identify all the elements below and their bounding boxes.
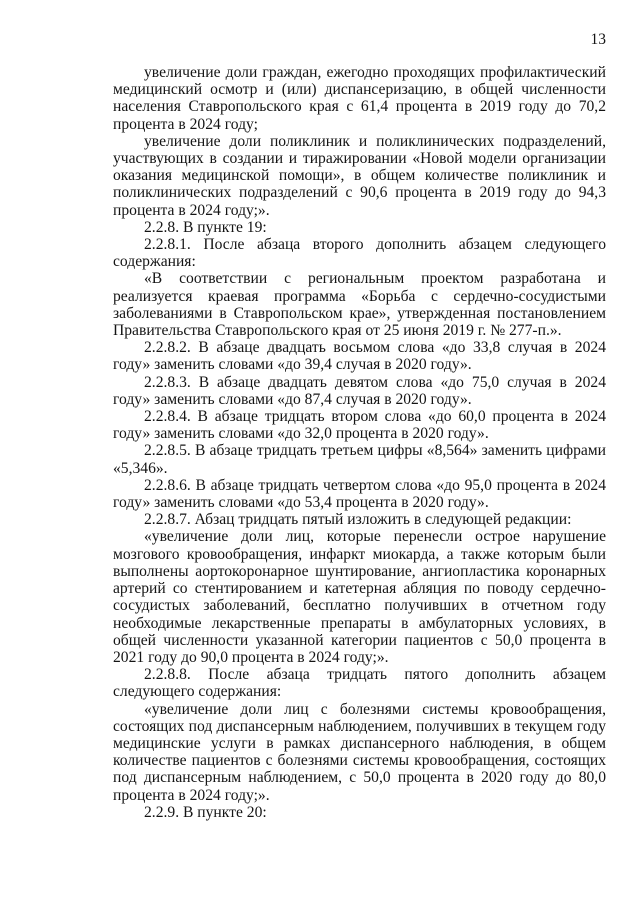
paragraph: «увеличение доли лиц с болезнями системы кровообращения, состоящих под диспансерным наблюдением, получивших в текущем году медицинские услуги в рамках диспансерного наблюдения, в общем количестве пациентов с болезнями системы кровообращения, состоящих под диспансерным наблюдением, с 50,0 процента в 2020 году до 80,0 процента в 2024 году;». bbox=[113, 700, 606, 804]
paragraph: увеличение доли граждан, ежегодно проходящих профилактический медицинский осмотр и (или) диспансеризацию, в общей численности населения Ставропольского края с 61,4 процента в 2019 году до 70,2 процента в 2024 году; bbox=[113, 64, 606, 133]
paragraph: «увеличение доли лиц, которые перенесли острое нарушение мозгового кровообращения, инфаркт миокарда, а также которым были выполнены аортокоронарное шунтирование, ангиопластика коронарных артерий со стентированием и катетерная абляция по поводу сердечно-сосудистых заболеваний, бесплатно получивших в отчетном году необходимые лекарственные препараты в амбулаторных условиях, в общей численности указанной категории пациентов с 50,0 процента в 2021 году до 90,0 процента в 2024 году;». bbox=[113, 528, 606, 666]
paragraph: 2.2.8.5. В абзаце тридцать третьем цифры «8,564» заменить цифрами «5,346». bbox=[113, 442, 606, 477]
paragraph: 2.2.8.1. После абзаца второго дополнить абзацем следующего содержания: bbox=[113, 236, 606, 271]
paragraph: 2.2.8.3. В абзаце двадцать девятом слова «до 75,0 случая в 2024 году» заменить словами «до 87,4 случая в 2020 году». bbox=[113, 373, 606, 408]
paragraph: 2.2.8.6. В абзаце тридцать четвертом слова «до 95,0 процента в 2024 году» заменить словами «до 53,4 процента в 2020 году». bbox=[113, 476, 606, 512]
document-body bbox=[113, 64, 606, 821]
paragraph: 2.2.8.4. В абзаце тридцать втором слова «до 60,0 процента в 2024 году» заменить словами «до 32,0 процента в 2020 году». bbox=[113, 408, 606, 443]
paragraph: 2.2.9. В пункте 20: bbox=[144, 803, 267, 821]
page-number: 13 bbox=[590, 31, 606, 48]
paragraph: 2.2.8.7. Абзац тридцать пятый изложить в следующей редакции: bbox=[144, 511, 572, 529]
paragraph: «В соответствии с региональным проектом разработана и реализуется краевая программа «Борьба с сердечно-сосудистыми заболеваниями в Ставропольском крае», утвержденная постановлением Правительства Ставропольского края от 25 июня 2019 г. № 277-п.». bbox=[113, 270, 606, 340]
paragraph: 2.2.8.8. После абзаца тридцать пятого дополнить абзацем следующего содержания: bbox=[113, 666, 606, 701]
paragraph: увеличение доли поликлиник и поликлинических подразделений, участвующих в создании и тиражировании «Новой модели организации оказания медицинской помощи», в общем количестве поликлиник и поликлинических подразделений с 90,6 процента в 2019 году до 94,3 процента в 2024 году;». bbox=[113, 132, 606, 219]
paragraph: 2.2.8. В пункте 19: bbox=[144, 218, 267, 236]
paragraph: 2.2.8.2. В абзаце двадцать восьмом слова «до 33,8 случая в 2024 году» заменить словами «до 39,4 случая в 2020 году». bbox=[113, 339, 606, 374]
